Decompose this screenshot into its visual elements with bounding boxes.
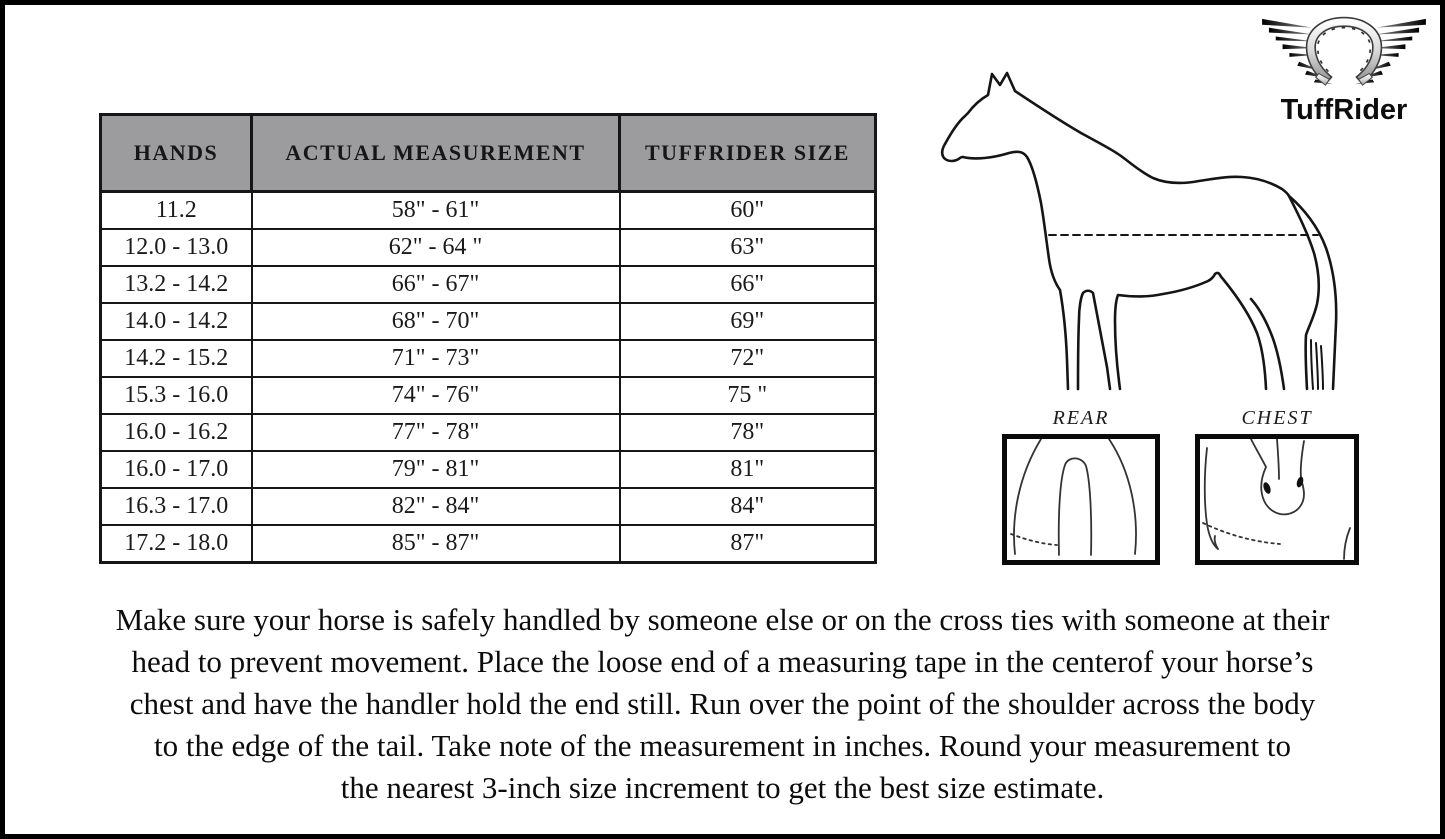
table-row — [101, 488, 876, 525]
measurement-cell: 58" - 61" — [252, 192, 620, 230]
column-header-size: TUFFRIDER SIZE — [620, 115, 876, 192]
table-row — [101, 451, 876, 488]
size-cell: 60" — [620, 192, 876, 230]
hands-cell: 13.2 - 14.2 — [101, 266, 252, 303]
instruction-line: chest and have the handler hold the end still. Run over the point of the shoulder across the body — [129, 686, 1316, 721]
measurement-cell: 77" - 78" — [252, 414, 620, 451]
hands-cell: 14.2 - 15.2 — [101, 340, 252, 377]
size-cell: 75 " — [620, 377, 876, 414]
size-cell: 84" — [620, 488, 876, 525]
table-row — [101, 303, 876, 340]
table-row — [101, 266, 876, 303]
rear-view-diagram — [1002, 434, 1160, 565]
size-cell: 72" — [620, 340, 876, 377]
horseshoe-wings-icon — [1258, 15, 1430, 93]
table-row — [101, 229, 876, 266]
chest-label: CHEST — [1241, 407, 1313, 429]
size-cell: 66" — [620, 266, 876, 303]
hands-cell: 14.0 - 14.2 — [101, 303, 252, 340]
hands-cell: 15.3 - 16.0 — [101, 377, 252, 414]
measurement-cell: 68" - 70" — [252, 303, 620, 340]
table-row — [101, 414, 876, 451]
hands-cell: 16.0 - 16.2 — [101, 414, 252, 451]
hands-cell: 12.0 - 13.0 — [101, 229, 252, 266]
hands-cell: 17.2 - 18.0 — [101, 525, 252, 563]
tuffrider-logo — [1258, 15, 1430, 125]
hands-cell: 16.0 - 17.0 — [101, 451, 252, 488]
size-cell: 87" — [620, 525, 876, 563]
instruction-line: the nearest 3-inch size increment to get the best size estimate. — [340, 770, 1105, 805]
size-cell: 78" — [620, 414, 876, 451]
size-cell: 81" — [620, 451, 876, 488]
measurement-cell: 62" - 64 " — [252, 229, 620, 266]
column-header-measurement: ACTUAL MEASUREMENT — [252, 115, 620, 192]
instruction-line: to the edge of the tail. Take note of the measurement in inches. Round your measurement to — [153, 728, 1292, 763]
table-row — [101, 192, 876, 230]
size-cell: 63" — [620, 229, 876, 266]
instruction-line: Make sure your horse is safely handled by someone else or on the cross ties with someone at their — [115, 602, 1330, 637]
table-row — [101, 525, 876, 563]
measurement-cell: 66" - 67" — [252, 266, 620, 303]
instruction-line: head to prevent movement. Place the loose end of a measuring tape in the centerof your horse’s — [131, 644, 1314, 679]
table-row — [101, 377, 876, 414]
table-row — [101, 340, 876, 377]
measurement-cell: 82" - 84" — [252, 488, 620, 525]
measurement-cell: 71" - 73" — [252, 340, 620, 377]
size-cell: 69" — [620, 303, 876, 340]
size-chart-table — [99, 113, 877, 564]
measurement-cell: 74" - 76" — [252, 377, 620, 414]
measurement-cell: 85" - 87" — [252, 525, 620, 563]
column-header-hands: HANDS — [101, 115, 252, 192]
hands-cell: 16.3 - 17.0 — [101, 488, 252, 525]
hands-cell: 11.2 — [101, 192, 252, 230]
rear-label: REAR — [1052, 407, 1110, 429]
measuring-instructions — [5, 599, 1440, 809]
header-row — [101, 115, 876, 192]
measurement-cell: 79" - 81" — [252, 451, 620, 488]
brand-name: TuffRider — [1280, 94, 1408, 126]
chest-view-diagram — [1195, 434, 1359, 565]
